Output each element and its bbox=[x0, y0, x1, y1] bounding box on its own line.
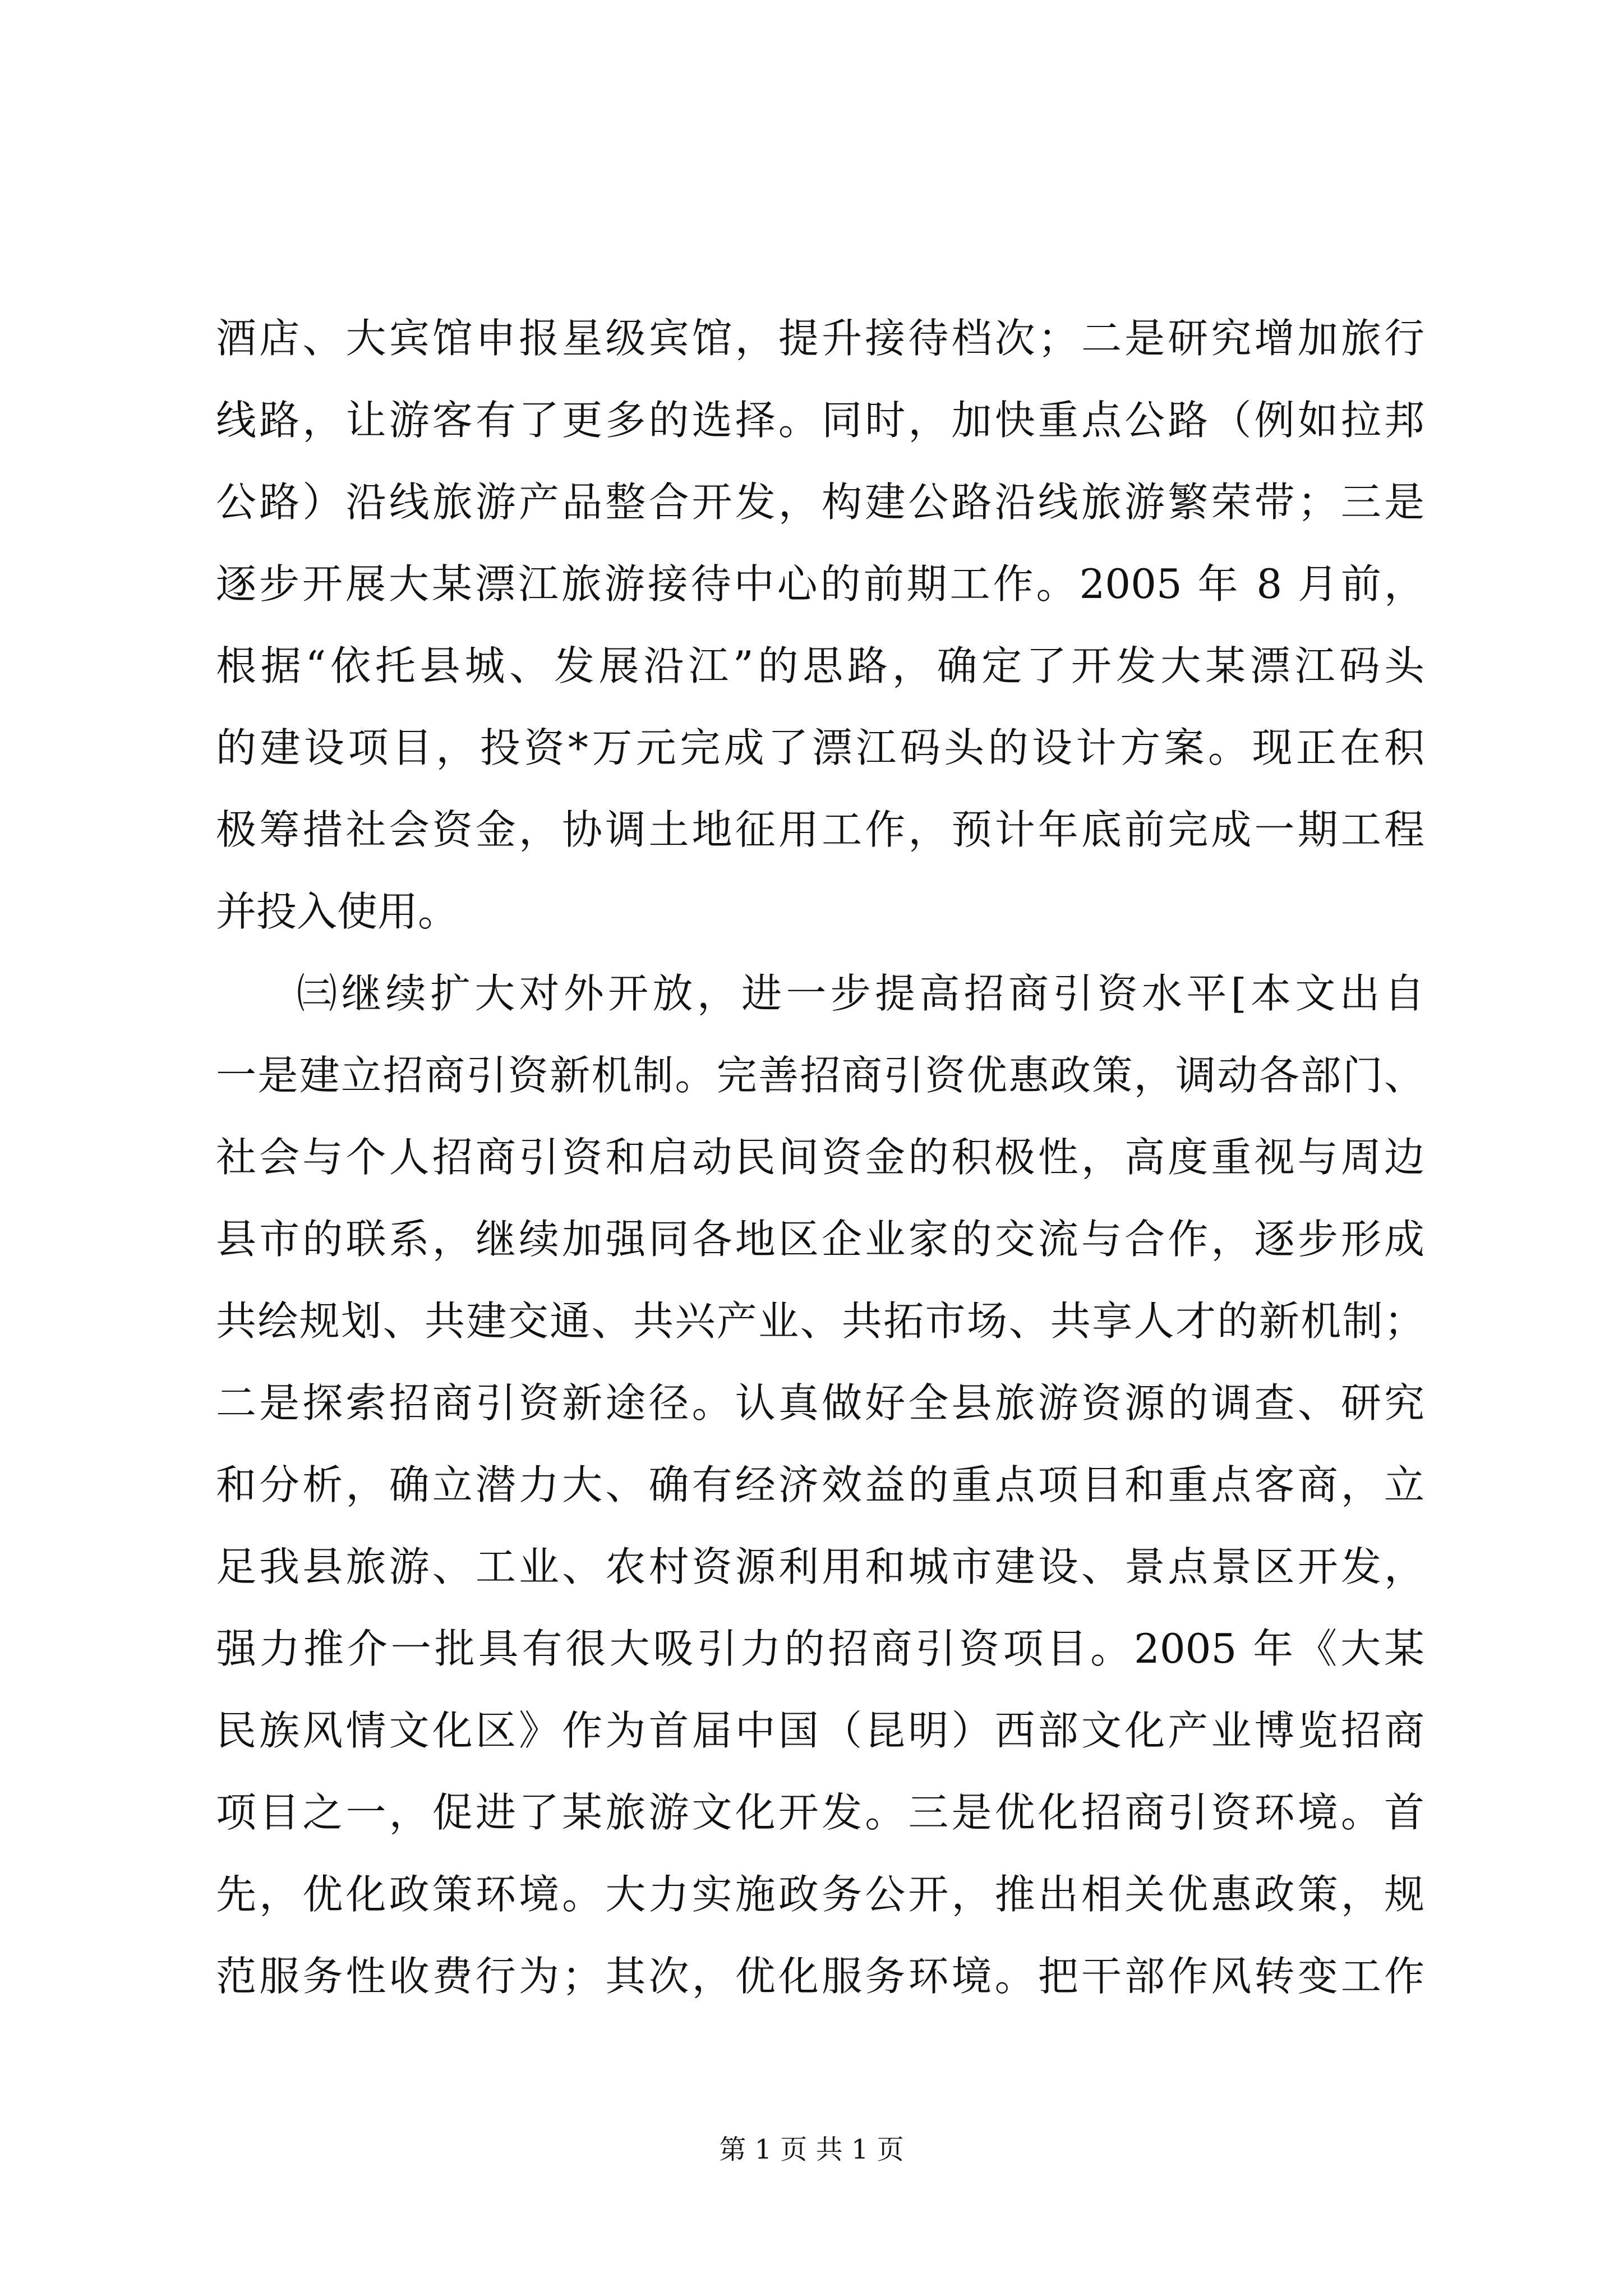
text-line: 社会与个人招商引资和启动民间资金的积极性，高度重视与周边 bbox=[216, 1134, 1424, 1181]
text-line: 县市的联系，继续加强同各地区企业家的交流与合作，逐步形成 bbox=[216, 1216, 1424, 1263]
text-line: 根据“依托县城、发展沿江”的思路，确定了开发大某漂江码头 bbox=[216, 642, 1424, 689]
text-line: 民族风情文化区》作为首届中国（昆明）西部文化产业博览招商 bbox=[216, 1707, 1424, 1754]
text-line: 极筹措社会资金，协调土地征用工作，预计年底前完成一期工程 bbox=[216, 806, 1424, 853]
page-footer bbox=[0, 2132, 1623, 2168]
text-line: 的建设项目，投资*万元完成了漂江码头的设计方案。现正在积 bbox=[216, 724, 1424, 771]
paragraph bbox=[216, 297, 1424, 953]
text-line: 酒店、大宾馆申报星级宾馆，提升接待档次；二是研究增加旅行 bbox=[216, 315, 1424, 362]
text-line: 足我县旅游、工业、农村资源利用和城市建设、景点景区开发， bbox=[216, 1543, 1424, 1590]
text-line: 项目之一，促进了某旅游文化开发。三是优化招商引资环境。首 bbox=[216, 1789, 1424, 1836]
text-line: 范服务性收费行为；其次，优化服务环境。把干部作风转变工作 bbox=[216, 1953, 1424, 2000]
text-line: 和分析，确立潜力大、确有经济效益的重点项目和重点客商，立 bbox=[216, 1461, 1424, 1508]
text-line: 逐步开展大某漂江旅游接待中心的前期工作。2005 年 8 月前， bbox=[216, 560, 1424, 608]
text-line: 线路，让游客有了更多的选择。同时，加快重点公路（例如拉邦 bbox=[216, 397, 1424, 444]
document-body bbox=[216, 297, 1424, 2017]
text-line: 共绘规划、共建交通、共兴产业、共拓市场、共享人才的新机制； bbox=[216, 1297, 1424, 1345]
text-line: ㈢继续扩大对外开放，进一步提高招商引资水平[本文出自 bbox=[297, 970, 1424, 1017]
paragraph bbox=[216, 953, 1424, 2017]
text-line: 并投入使用。 bbox=[216, 888, 459, 935]
text-line: 二是探索招商引资新途径。认真做好全县旅游资源的调查、研究 bbox=[216, 1379, 1424, 1427]
page-number-label: 第 1 页 共 1 页 bbox=[719, 2134, 904, 2165]
text-line: 强力推介一批具有很大吸引力的招商引资项目。2005 年《大某 bbox=[216, 1625, 1424, 1672]
text-line: 先，优化政策环境。大力实施政务公开，推出相关优惠政策，规 bbox=[216, 1871, 1424, 1918]
text-line: 公路）沿线旅游产品整合开发，构建公路沿线旅游繁荣带；三是 bbox=[216, 478, 1424, 526]
text-line: 一是建立招商引资新机制。完善招商引资优惠政策，调动各部门、 bbox=[216, 1052, 1424, 1099]
